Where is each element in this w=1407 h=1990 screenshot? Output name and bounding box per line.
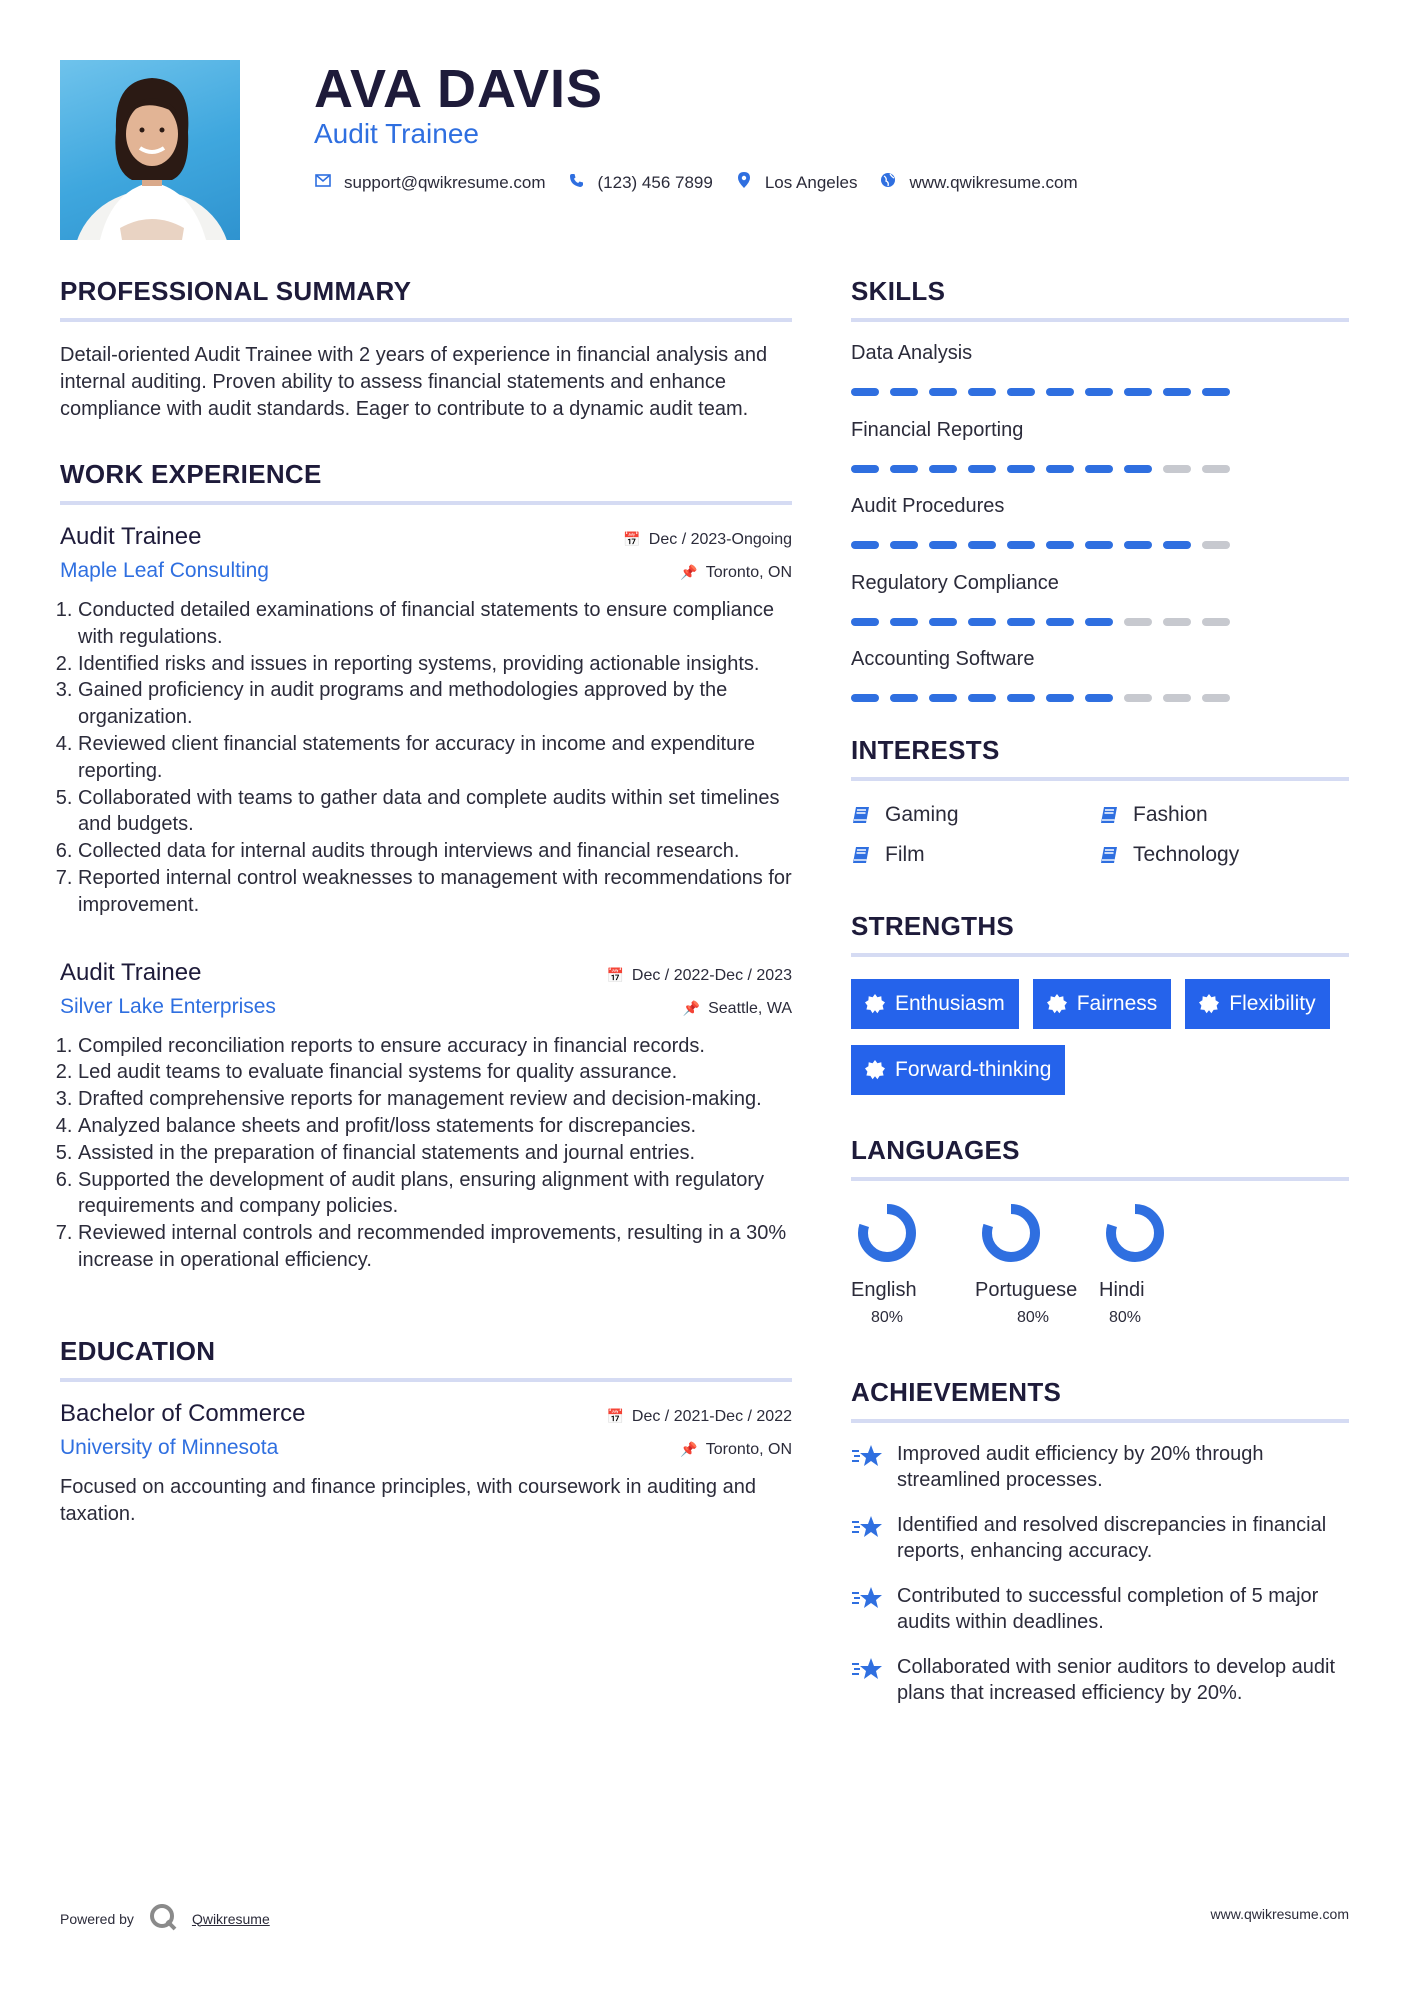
skill-item — [851, 475, 1349, 552]
skill-dot-filled — [1046, 465, 1074, 473]
star-award-icon — [851, 1585, 885, 1613]
candidate-name: AVA DAVIS — [314, 59, 604, 119]
languages-list — [851, 1203, 1349, 1333]
skill-dot-filled — [968, 388, 996, 396]
degree-title: Bachelor of Commerce — [60, 1399, 306, 1427]
language-name: Portuguese — [975, 1278, 1078, 1301]
section-divider — [851, 777, 1349, 781]
skill-dot-empty — [1202, 465, 1230, 473]
skill-level-meter — [851, 465, 1241, 473]
skill-dot-empty — [1202, 618, 1230, 626]
education-section — [60, 1336, 792, 1528]
skill-dot-filled — [1085, 465, 1113, 473]
badge-star-icon — [865, 994, 885, 1014]
skill-level-meter — [851, 618, 1241, 626]
language-item — [975, 1203, 1078, 1326]
skill-dot-filled — [1085, 388, 1113, 396]
company-name: Silver Lake Enterprises — [60, 994, 276, 1018]
job-title: Audit Trainee — [60, 523, 202, 550]
list-item: 6. Collected data for internal audits through interviews and financial research. — [78, 838, 792, 865]
skill-dot-filled — [1007, 388, 1035, 396]
section-title: SKILLS — [851, 276, 946, 306]
list-item: 4. Analyzed balance sheets and profit/loss statements for discrepancies. — [78, 1113, 792, 1140]
strength-badge: Forward-thinking — [851, 1045, 1065, 1095]
skill-item — [851, 552, 1349, 629]
calendar-icon: 📅 — [606, 966, 624, 983]
skill-dot-filled — [1202, 388, 1230, 396]
brand-link[interactable]: Qwikresume — [191, 1910, 270, 1927]
skill-dot-filled — [968, 541, 996, 549]
skill-dot-filled — [929, 388, 957, 396]
left-column — [60, 276, 792, 1528]
section-divider — [851, 1419, 1349, 1423]
school-name: University of Minnesota — [60, 1435, 279, 1459]
summary-text: Detail-oriented Audit Trainee with 2 years of experience in financial analysis and internal auditing. Proven ability to assess financial statements and enhance compliance with audit standards. Eager to contribute to a dynamic audit team. — [60, 344, 768, 420]
section-divider — [851, 1177, 1349, 1181]
skill-dot-filled — [929, 694, 957, 702]
pin-icon: 📌 — [680, 564, 698, 580]
skill-dot-empty — [1202, 694, 1230, 702]
skill-dot-empty — [1124, 694, 1152, 702]
list-item: 2. Led audit teams to evaluate financial systems for quality assurance. — [78, 1059, 792, 1086]
skill-dot-filled — [851, 541, 879, 549]
education-description: Focused on accounting and finance principles, with coursework in auditing and taxation. — [60, 1475, 756, 1525]
skill-dot-filled — [890, 618, 918, 626]
book-icon — [851, 805, 871, 825]
job-date: 📅 Dec / 2022-Dec / 2023 — [606, 966, 792, 984]
map-pin-icon — [735, 172, 753, 193]
contact-phone[interactable]: (123) 456 7899 — [597, 172, 713, 192]
contact-website[interactable]: www.qwikresume.com — [909, 172, 1078, 192]
skill-name: Financial Reporting — [851, 418, 1024, 441]
book-icon — [851, 845, 871, 865]
achievement-item: Improved audit efficiency by 20% through streamlined processes. — [851, 1441, 1349, 1494]
skill-item — [851, 322, 1349, 399]
job-entry — [60, 523, 792, 919]
strength-badge: Fairness — [1033, 979, 1172, 1029]
achievements-list — [851, 1441, 1349, 1707]
section-title: EDUCATION — [60, 1335, 216, 1366]
phone-icon — [568, 173, 586, 193]
education-date: 📅 Dec / 2021-Dec / 2022 — [606, 1407, 792, 1425]
list-item: 6. Supported the development of audit plans, ensuring alignment with regulatory requirements and company policies. — [78, 1167, 792, 1221]
languages-section — [851, 1135, 1349, 1333]
language-percent: 80% — [1109, 1308, 1142, 1326]
section-title: INTERESTS — [851, 734, 1000, 765]
section-divider — [60, 318, 792, 322]
job-location: 📌 Seattle, WA — [682, 999, 792, 1017]
right-column — [851, 276, 1349, 1707]
skill-dot-filled — [1007, 694, 1035, 702]
job-entry — [60, 959, 792, 1274]
star-award-icon — [851, 1443, 885, 1471]
skill-dot-filled — [1007, 465, 1035, 473]
job-duties — [60, 597, 792, 919]
section-title: WORK EXPERIENCE — [60, 459, 322, 489]
skill-name: Regulatory Compliance — [851, 571, 1059, 594]
job-duties — [60, 1033, 792, 1274]
skill-dot-filled — [968, 465, 996, 473]
strength-badge: Enthusiasm — [851, 979, 1019, 1029]
pin-icon: 📌 — [682, 999, 701, 1016]
skill-dot-filled — [1046, 694, 1074, 702]
interest-item: Technology — [1099, 843, 1347, 867]
skill-dot-empty — [1124, 618, 1152, 626]
skill-dot-filled — [1124, 465, 1152, 473]
skill-dot-empty — [1163, 694, 1191, 702]
skill-dot-filled — [1046, 541, 1074, 549]
list-item: 4. Reviewed client financial statements for accuracy in income and expenditure reporting. — [78, 731, 792, 785]
job-title: Audit Trainee — [60, 958, 202, 986]
skill-item — [851, 628, 1349, 705]
strengths-section — [851, 911, 1349, 1095]
contact-email[interactable]: support@qwikresume.com — [344, 172, 546, 192]
profile-photo — [60, 60, 240, 240]
job-date: 📅 Dec / 2023-Ongoing — [623, 531, 792, 548]
skill-dot-filled — [1124, 541, 1152, 549]
achievement-item: Collaborated with senior auditors to develop audit plans that increased efficiency by 20%. — [851, 1654, 1349, 1707]
skill-dot-filled — [1085, 618, 1113, 626]
list-item: 7. Reported internal control weaknesses to management with recommendations for improvement. — [78, 865, 792, 919]
skill-dot-filled — [929, 541, 957, 549]
strengths-list — [851, 979, 1349, 1095]
skill-dot-filled — [851, 618, 879, 626]
list-item: 1. Compiled reconciliation reports to ensure accuracy in financial records. — [78, 1033, 792, 1060]
star-award-icon — [851, 1656, 885, 1684]
badge-star-icon — [1199, 994, 1219, 1014]
skill-dot-filled — [890, 388, 918, 396]
globe-icon — [879, 172, 897, 193]
list-item: 5. Collaborated with teams to gather data and complete audits within set timelines and budgets. — [78, 785, 792, 839]
interest-item: Gaming — [851, 803, 1099, 827]
list-item: 2. Identified risks and issues in reporting systems, providing actionable insights. — [78, 651, 792, 678]
language-name: Hindi — [1099, 1278, 1145, 1301]
skill-dot-filled — [890, 694, 918, 702]
skill-dot-filled — [968, 694, 996, 702]
skill-name: Accounting Software — [851, 648, 1035, 670]
star-award-icon — [851, 1514, 885, 1542]
section-divider — [851, 953, 1349, 957]
skill-dot-filled — [929, 465, 957, 473]
job-location: 📌 Toronto, ON — [680, 564, 792, 581]
skill-item — [851, 399, 1349, 476]
skill-dot-filled — [1163, 388, 1191, 396]
skill-name: Audit Procedures — [851, 495, 1005, 517]
skill-level-meter — [851, 541, 1241, 549]
language-name: English — [851, 1278, 917, 1301]
interest-item: Fashion — [1099, 803, 1347, 827]
contact-location: Los Angeles — [764, 172, 858, 192]
experience-section — [60, 459, 792, 1274]
skill-dot-filled — [851, 465, 879, 473]
skill-dot-filled — [1046, 618, 1074, 626]
skill-name: Data Analysis — [851, 342, 973, 364]
badge-star-icon — [1047, 994, 1067, 1014]
summary-section — [60, 276, 792, 423]
skill-dot-filled — [890, 541, 918, 549]
candidate-role: Audit Trainee — [314, 118, 479, 149]
skill-dot-filled — [1085, 694, 1113, 702]
interest-item: Film — [851, 843, 1099, 867]
interests-section — [851, 735, 1349, 867]
skill-dot-filled — [1046, 388, 1074, 396]
language-progress-ring — [981, 1203, 1041, 1263]
skill-level-meter — [851, 694, 1241, 702]
powered-by-label: Powered by — [60, 1910, 134, 1927]
section-title: PROFESSIONAL SUMMARY — [60, 276, 412, 306]
skill-dot-empty — [1202, 541, 1230, 549]
company-name: Maple Leaf Consulting — [60, 559, 269, 582]
section-title: STRENGTHS — [851, 910, 1015, 941]
skill-dot-filled — [1007, 618, 1035, 626]
language-progress-ring — [857, 1203, 917, 1263]
footer-url[interactable]: www.qwikresume.com — [1210, 1906, 1349, 1922]
qwikresume-logo-icon — [148, 1902, 178, 1935]
language-percent: 80% — [1017, 1308, 1050, 1326]
skill-dot-filled — [929, 618, 957, 626]
footer-powered-by — [60, 1902, 270, 1935]
skill-level-meter — [851, 388, 1241, 396]
language-item — [851, 1203, 917, 1326]
interests-list — [851, 803, 1349, 867]
pin-icon: 📌 — [680, 1440, 698, 1457]
strength-badge: Flexibility — [1185, 979, 1329, 1029]
achievement-item: Identified and resolved discrepancies in financial reports, enhancing accuracy. — [851, 1512, 1349, 1565]
skill-dot-filled — [890, 465, 918, 473]
achievement-item: Contributed to successful completion of 5 major audits within deadlines. — [851, 1583, 1349, 1636]
language-item — [1099, 1203, 1165, 1326]
list-item: 3. Drafted comprehensive reports for management review and decision-making. — [78, 1086, 792, 1113]
section-divider — [60, 1378, 792, 1382]
skill-dot-filled — [851, 388, 879, 396]
envelope-icon — [314, 174, 332, 192]
skill-dot-filled — [851, 694, 879, 702]
contact-bar — [314, 172, 1100, 193]
skill-dot-filled — [1163, 541, 1191, 549]
section-title: LANGUAGES — [851, 1134, 1020, 1165]
achievements-section — [851, 1377, 1349, 1707]
education-location: 📌 Toronto, ON — [680, 1440, 792, 1458]
badge-star-icon — [865, 1060, 885, 1080]
list-item: 1. Conducted detailed examinations of financial statements to ensure compliance with regulations. — [78, 597, 792, 651]
language-percent: 80% — [871, 1308, 904, 1326]
list-item: 3. Gained proficiency in audit programs and methodologies approved by the organization. — [78, 677, 792, 731]
skills-list — [851, 322, 1349, 705]
section-divider — [60, 501, 792, 505]
skill-dot-filled — [1085, 541, 1113, 549]
book-icon — [1099, 805, 1119, 825]
skills-section — [851, 276, 1349, 705]
list-item: 7. Reviewed internal controls and recommended improvements, resulting in a 30% increase in operational efficiency. — [78, 1220, 792, 1274]
language-progress-ring — [1105, 1203, 1165, 1263]
skill-dot-filled — [1007, 541, 1035, 549]
section-title: ACHIEVEMENTS — [851, 1376, 1062, 1407]
list-item: 5. Assisted in the preparation of financial statements and journal entries. — [78, 1140, 792, 1167]
calendar-icon: 📅 — [606, 1407, 624, 1424]
education-entry — [60, 1400, 792, 1528]
skill-dot-filled — [1124, 388, 1152, 396]
book-icon — [1099, 845, 1119, 865]
skill-dot-empty — [1163, 465, 1191, 473]
skill-dot-filled — [968, 618, 996, 626]
calendar-icon: 📅 — [623, 531, 641, 547]
skill-dot-empty — [1163, 618, 1191, 626]
